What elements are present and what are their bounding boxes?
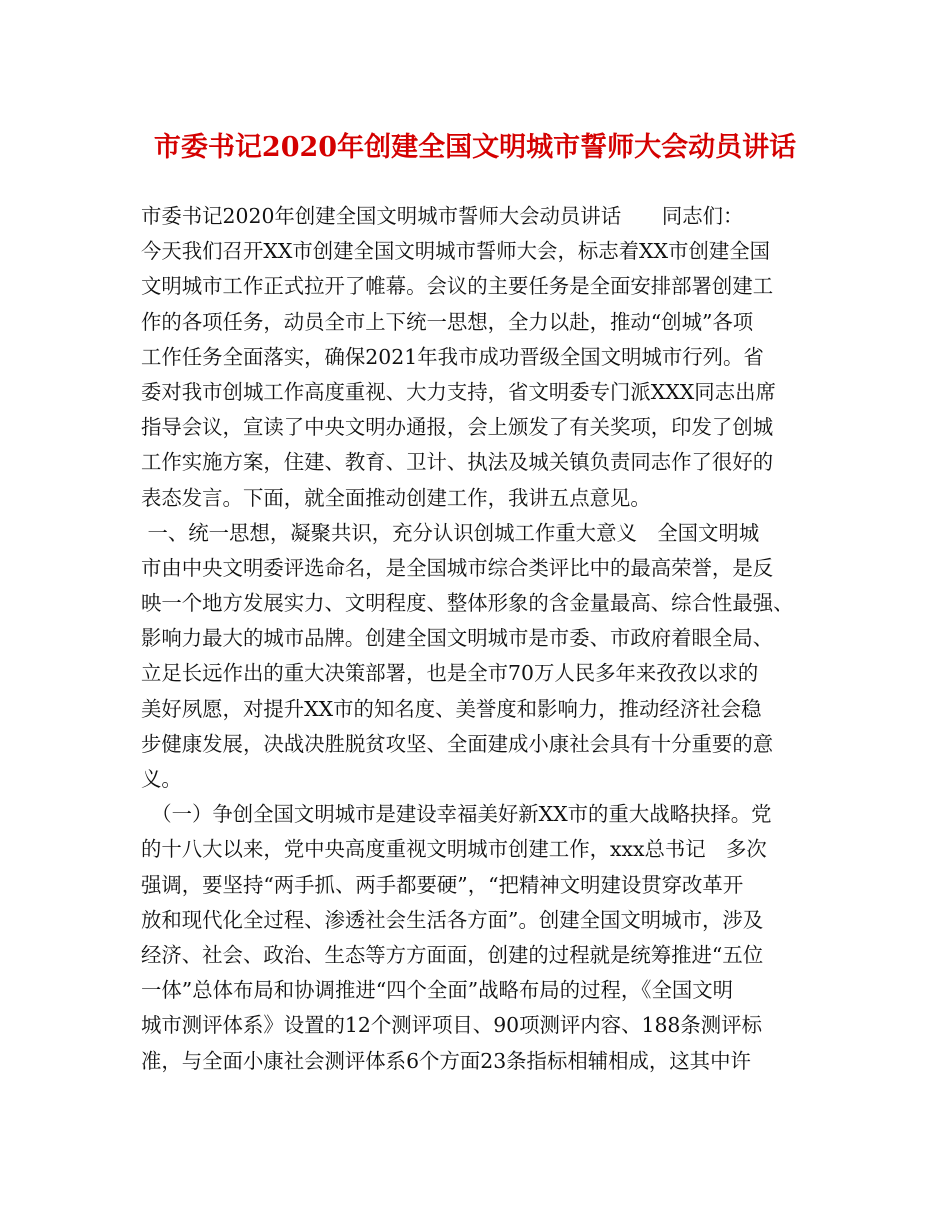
document-title: 市委书记2020年创建全国文明城市誓师大会动员讲话 [153, 132, 797, 163]
body-line: 市委书记2020年创建全国文明城市誓师大会动员讲话 同志们： [141, 204, 744, 228]
body-line: 指导会议，宣读了中央文明办通报，会上颁发了有关奖项，印发了创城 [141, 415, 774, 440]
body-line: 放和现代化全过程、渗透社会生活各方面”。创建全国文明城市，涉及 [141, 907, 764, 932]
body-line: 义。 [141, 767, 182, 791]
body-line: 委对我市创城工作高度重视、大力支持，省文明委专门派XXX同志出席 [141, 379, 776, 404]
body-line: 工作任务全面落实，确保2021年我市成功晋级全国文明城市行列。省 [141, 344, 764, 369]
document-body [141, 199, 831, 1079]
body-line: 城市测评体系》设置的12个测评项目、90项测评内容、188条测评标 [141, 1013, 762, 1038]
body-line: 影响力最大的城市品牌。创建全国文明城市是市委、市政府着眼全局、 [141, 626, 774, 651]
body-line: （一）争创全国文明城市是建设幸福美好新XX市的重大战略抉择。党 [141, 802, 772, 827]
body-line: 市由中央文明委评选命名，是全国城市综合类评比中的最高荣誉，是反 [141, 555, 774, 580]
body-line: 一体”总体布局和协调推进“四个全面”战略布局的过程，《全国文明 [141, 978, 734, 1003]
body-line: 一、统一思想，凝聚共识，充分认识创城工作重大意义 全国文明城 [141, 520, 760, 545]
body-line: 作的各项任务，动员全市上下统一思想，全力以赴，推动“创城”各项 [141, 309, 754, 334]
body-line: 经济、社会、政治、生态等方方面面，创建的过程就是统筹推进“五位 [141, 942, 764, 967]
body-line: 工作实施方案，住建、教育、卫计、执法及城关镇负责同志作了很好的 [141, 450, 774, 475]
body-line: 表态发言。下面，就全面推动创建工作，我讲五点意见。 [141, 485, 651, 510]
body-line: 美好夙愿，对提升XX市的知名度、美誉度和影响力，推动经济社会稳 [141, 696, 762, 721]
body-line: 立足长远作出的重大决策部署，也是全市70万人民多年来孜孜以求的 [141, 661, 759, 686]
body-line: 强调，要坚持“两手抓、两手都要硬”，“把精神文明建设贯穿改革开 [141, 872, 744, 897]
body-line: 的十八大以来，党中央高度重视文明城市创建工作，xxx总书记 多次 [141, 837, 767, 862]
body-line: 映一个地方发展实力、文明程度、整体形象的含金量最高、综合性最强、 [141, 591, 794, 616]
body-line: 准，与全面小康社会测评体系6个方面23条指标相辅相成，这其中许 [141, 1048, 751, 1073]
body-line: 今天我们召开XX市创建全国文明城市誓师大会，标志着XX市创建全国 [141, 239, 770, 264]
body-line: 步健康发展，决战决胜脱贫攻坚、全面建成小康社会具有十分重要的意 [141, 731, 774, 756]
body-line: 文明城市工作正式拉开了帷幕。会议的主要任务是全面安排部署创建工 [141, 274, 774, 299]
